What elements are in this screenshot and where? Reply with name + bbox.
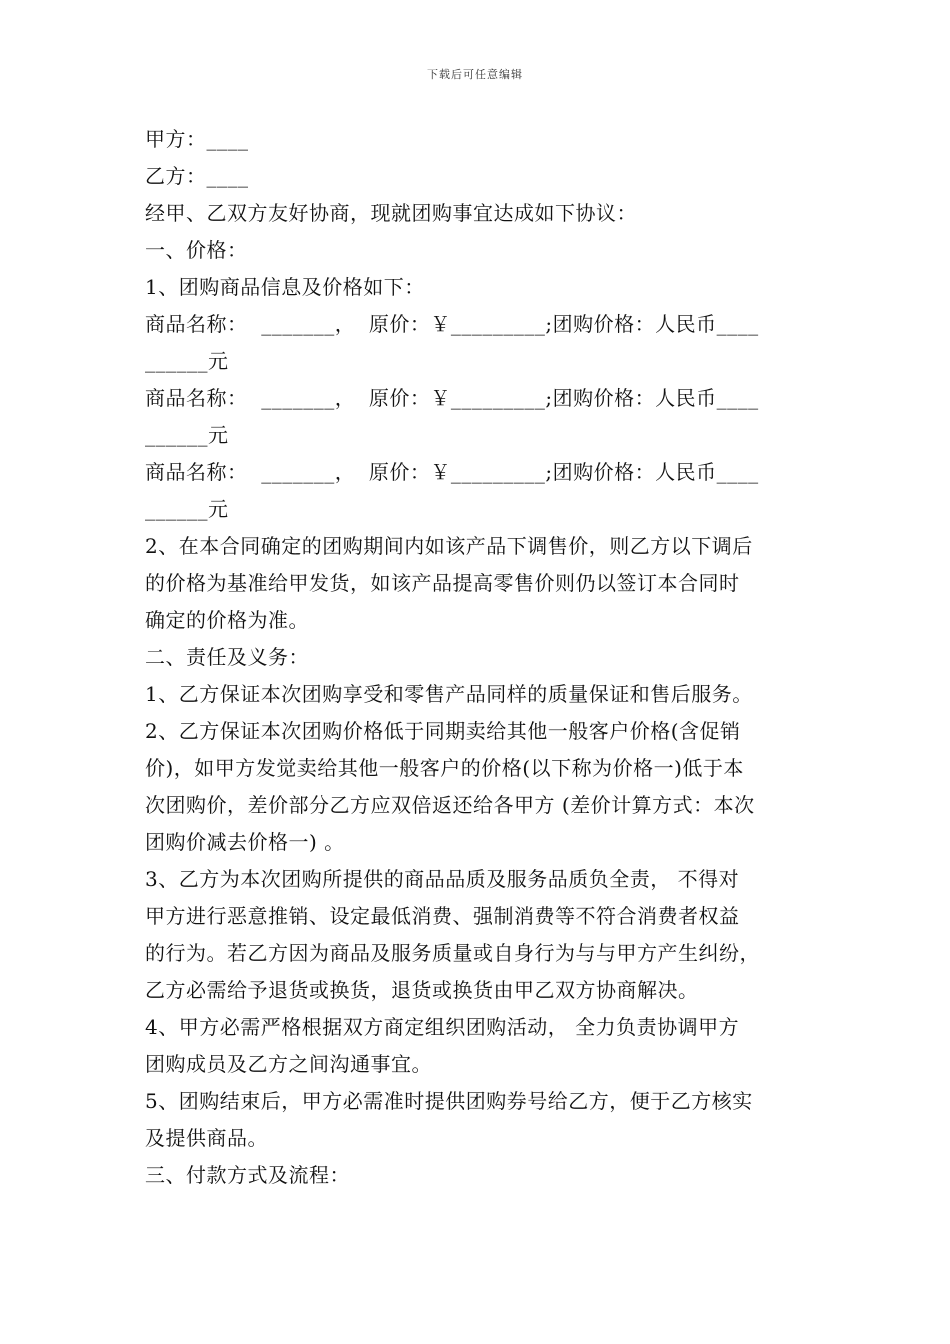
clause-2-3-line-3: 的行为。若乙方因为商品及服务质量或自身行为与与甲方产生纠纷， bbox=[145, 941, 760, 965]
clause-2-4-line-2: 团购成员及乙方之间沟通事宜。 bbox=[145, 1052, 432, 1076]
party-a-line: 甲方：____ bbox=[145, 127, 249, 151]
product-row-3: 商品名称： _______， 原价：￥_________;团购价格：人民币____ bbox=[145, 460, 759, 484]
clause-2-2-line-4: 团购价减去价格一) 。 bbox=[145, 830, 345, 854]
clause-2-4-line-1: 4、甲方必需严格根据双方商定组织团购活动， 全力负责协调甲方 bbox=[145, 1015, 740, 1039]
section-heading-payment: 三、付款方式及流程： bbox=[145, 1163, 350, 1187]
clause-1-2-line-2: 的价格为基准给甲发货，如该产品提高零售价则仍以签订本合同时 bbox=[145, 571, 740, 595]
section-heading-price: 一、价格： bbox=[145, 238, 248, 262]
party-b-line: 乙方：____ bbox=[145, 164, 249, 188]
product-row-1-cont: ______元 bbox=[145, 349, 229, 373]
clause-2-3-line-2: 甲方进行恶意推销、设定最低消费、强制消费等不符合消费者权益 bbox=[145, 904, 740, 928]
clause-2-5-line-1: 5、团购结束后，甲方必需准时提供团购券号给乙方，便于乙方核实 bbox=[145, 1089, 753, 1113]
product-row-1: 商品名称： _______， 原价：￥_________;团购价格：人民币____ bbox=[145, 312, 759, 336]
section-heading-duties: 二、责任及义务： bbox=[145, 645, 309, 669]
clause-2-5-line-2: 及提供商品。 bbox=[145, 1126, 268, 1150]
clause-2-1: 1、乙方保证本次团购享受和零售产品同样的质量保证和售后服务。 bbox=[145, 682, 753, 706]
clause-2-3-line-4: 乙方必需给予退货或换货，退货或换货由甲乙双方协商解决。 bbox=[145, 978, 699, 1002]
page-header: 下载后可任意编辑 bbox=[427, 68, 523, 81]
clause-2-2-line-2: 价)，如甲方发觉卖给其他一般客户的价格(以下称为价格一)低于本 bbox=[145, 756, 744, 780]
clause-1-1: 1、团购商品信息及价格如下： bbox=[145, 275, 425, 299]
preamble: 经甲、乙双方友好协商，现就团购事宜达成如下协议： bbox=[145, 201, 637, 225]
product-row-2-cont: ______元 bbox=[145, 423, 229, 447]
clause-1-2-line-3: 确定的价格为准。 bbox=[145, 608, 309, 632]
clause-2-2-line-3: 次团购价，差价部分乙方应双倍返还给各甲方 (差价计算方式：本次 bbox=[145, 793, 755, 817]
clause-1-2-line-1: 2、在本合同确定的团购期间内如该产品下调售价，则乙方以下调后 bbox=[145, 534, 753, 558]
product-row-3-cont: ______元 bbox=[145, 497, 229, 521]
document-body bbox=[145, 121, 825, 1194]
clause-2-2-line-1: 2、乙方保证本次团购价格低于同期卖给其他一般客户价格(含促销 bbox=[145, 719, 741, 743]
product-row-2: 商品名称： _______， 原价：￥_________;团购价格：人民币____ bbox=[145, 386, 759, 410]
clause-2-3-line-1: 3、乙方为本次团购所提供的商品品质及服务品质负全责， 不得对 bbox=[145, 867, 740, 891]
